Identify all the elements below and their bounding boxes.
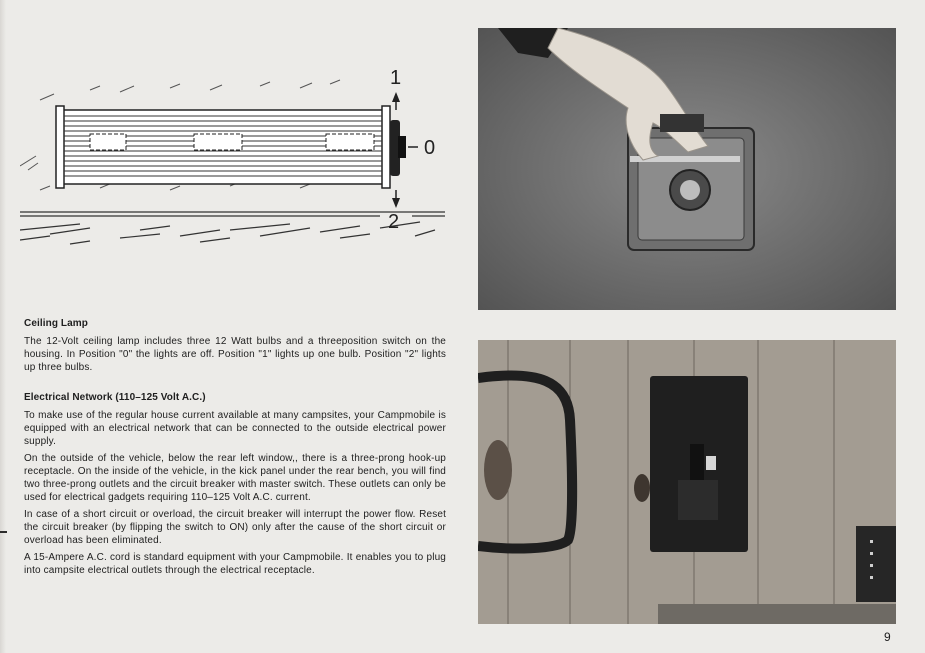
electrical-network-paragraph-3: In case of a short circuit or overload, the circuit breaker will interrupt the power flow. Reset the circuit breaker (by flipping the switch to ON) only after the cause of the short circuit or overload has been eliminated. <box>24 509 446 546</box>
lamp-housing <box>56 106 390 188</box>
page-fold-shadow <box>0 0 6 653</box>
photo-wall-outlet <box>478 340 896 624</box>
ceiling-lamp-illustration <box>20 40 450 280</box>
electrical-network-paragraph-2: On the outside of the vehicle, below the rear left window,, there is a three-prong hook-up receptacle. On the inside of the vehicle, in the kick panel under the rear bench, you will find two three-prong outlets and the circuit breaker with master switch. These outlets can only be used for electrical gadgets requiring 110–125 Volt A.C. current. <box>24 453 446 503</box>
ceiling-lamp-paragraph: The 12-Volt ceiling lamp includes three 12 Watt bulbs and a threeposition switch on the housing. In Position "0" the lights are off. Position "1" lights up one bulb. Position "2" lights up three bulbs. <box>24 336 446 373</box>
ceiling-surface <box>20 212 445 244</box>
electrical-network-paragraph-4: A 15-Ampere A.C. cord is standard equipment with your Campmobile. It enables you to plug into campsite electrical outlets through the electrical receptacle. <box>24 552 446 576</box>
three-position-switch <box>390 92 418 208</box>
ceiling-lamp-heading: Ceiling Lamp <box>24 318 88 329</box>
electrical-network-paragraph-1: To make use of the regular house current available at many campsites, your Campmobile is equipped with an electrical network that can be connected to the outside electrical power supply. <box>24 410 446 447</box>
page-number: 9 <box>884 630 891 644</box>
photo-lamp-switch <box>478 28 896 310</box>
electrical-network-heading: Electrical Network (110–125 Volt A.C.) <box>24 392 206 403</box>
text-column <box>24 318 446 581</box>
position-2-label: 2 <box>388 211 400 233</box>
position-1-label: 1 <box>390 67 402 89</box>
position-0-label: 0 <box>424 137 436 159</box>
margin-mark <box>0 531 7 533</box>
